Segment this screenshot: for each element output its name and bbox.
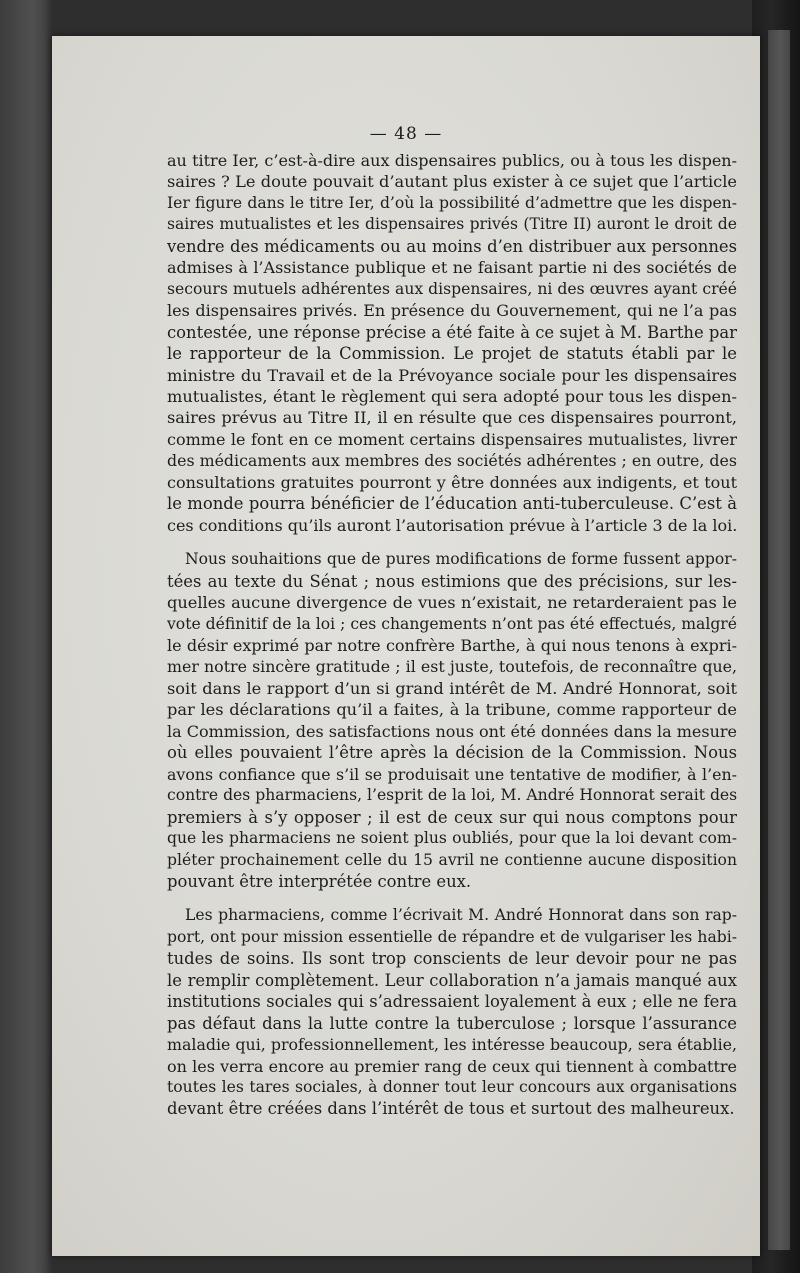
text-line: on les verra encore au premier rang de ceux qui tiennent à combattre bbox=[167, 1056, 737, 1076]
text-line: saires ? Le doute pouvait d’autant plus exister à ce sujet que l’article bbox=[167, 172, 737, 192]
text-line: où elles pouvaient l’être après la décision de la Commission. Nous bbox=[167, 743, 737, 763]
text-line: les dispensaires privés. En présence du Gouvernement, qui ne l’a pas bbox=[167, 301, 737, 321]
text-line: des médicaments aux membres des sociétés adhérentes ; en outre, des bbox=[167, 451, 737, 471]
text-line: Nous souhaitions que de pures modifications de forme fussent appor- bbox=[185, 550, 737, 569]
text-line: admises à l’Assistance publique et ne faisant partie ni des sociétés de bbox=[167, 258, 737, 278]
text-line: pas défaut dans la lutte contre la tuberculose ; lorsque l’assurance bbox=[167, 1013, 737, 1033]
next-page-edge bbox=[768, 30, 790, 1250]
text-line: maladie qui, professionnellement, les intéresse beaucoup, sera établie, bbox=[167, 1035, 737, 1055]
text-line: par les déclarations qu’il a faites, à la tribune, comme rapporteur de bbox=[167, 700, 737, 720]
text-line: quelles aucune divergence de vues n’existait, ne retarderaient pas le bbox=[167, 593, 737, 613]
text-line: tudes de soins. Ils sont trop conscients de leur devoir pour ne pas bbox=[167, 949, 737, 969]
document-page bbox=[52, 36, 760, 1256]
text-line: au titre Ier, c’est-à-dire aux dispensaires publics, ou à tous les dispen- bbox=[167, 151, 737, 170]
text-line: Ier figure dans le titre Ier, d’où la possibilité d’admettre que les dispen- bbox=[167, 193, 737, 212]
text-line: saires mutualistes et les dispensaires privés (Titre II) auront le droit de bbox=[167, 215, 737, 234]
text-line: pouvant être interprétée contre eux. bbox=[167, 871, 472, 891]
text-line: ces conditions qu’ils auront l’autorisation prévue à l’article 3 de la loi. bbox=[167, 515, 738, 535]
text-line: le monde pourra bénéficier de l’éducation anti-tuberculeuse. C’est à bbox=[167, 494, 737, 514]
text-line: saires prévus au Titre II, il en résulte que ces dispensaires pourront, bbox=[167, 408, 737, 428]
paragraph-1 bbox=[167, 150, 737, 536]
text-line: consultations gratuites pourront y être données aux indigents, et tout bbox=[167, 472, 737, 492]
text-line: mutualistes, étant le règlement qui sera adopté pour tous les dispen- bbox=[167, 386, 737, 406]
text-line: vote définitif de la loi ; ces changements n’ont pas été effectués, malgré bbox=[167, 614, 737, 633]
text-line: contestée, une réponse précise a été faite à ce sujet à M. Barthe par bbox=[167, 322, 737, 342]
text-line: la Commission, des satisfactions nous ont été données dans la mesure bbox=[167, 721, 738, 741]
text-line: le rapporteur de la Commission. Le projet de statuts établi par le bbox=[167, 344, 737, 364]
body-text bbox=[167, 150, 737, 1120]
text-line: premiers à s’y opposer ; il est de ceux sur qui nous comptons pour bbox=[167, 807, 737, 827]
text-line: mer notre sincère gratitude ; il est juste, toutefois, de reconnaître que, bbox=[167, 657, 737, 677]
text-line: Les pharmaciens, comme l’écrivait M. André Honnorat dans son rap- bbox=[185, 906, 737, 925]
paragraph-2 bbox=[167, 549, 737, 892]
text-line: vendre des médicaments ou au moins d’en distribuer aux personnes bbox=[167, 236, 737, 256]
text-line: le remplir complètement. Leur collaboration n’a jamais manqué aux bbox=[167, 970, 737, 990]
text-line: devant être créées dans l’intérêt de tous et surtout des malheureux. bbox=[167, 1099, 735, 1119]
text-line: port, ont pour mission essentielle de répandre et de vulgariser les habi- bbox=[167, 927, 737, 946]
paragraph-3 bbox=[167, 905, 737, 1120]
text-line: avons confiance que s’il se produisait une tentative de modifier, à l’en- bbox=[167, 764, 737, 784]
text-line: comme le font en ce moment certains dispensaires mutualistes, livrer bbox=[167, 429, 737, 449]
page-number: — 48 — bbox=[369, 124, 443, 144]
text-line: tées au texte du Sénat ; nous estimions que des précisions, sur les- bbox=[167, 571, 737, 591]
text-line: pléter prochainement celle du 15 avril ne contienne aucune disposition bbox=[167, 850, 737, 869]
text-line: contre des pharmaciens, l’esprit de la loi, M. André Honnorat serait des bbox=[167, 786, 738, 805]
text-line: toutes les tares sociales, à donner tout leur concours aux organisations bbox=[167, 1078, 737, 1097]
text-line: soit dans le rapport d’un si grand intérêt de M. André Honnorat, soit bbox=[167, 678, 737, 698]
text-line: que les pharmaciens ne soient plus oubliés, pour que la loi devant com- bbox=[167, 829, 737, 848]
text-line: institutions sociales qui s’adressaient loyalement à eux ; elle ne fera bbox=[167, 992, 737, 1012]
text-line: secours mutuels adhérentes aux dispensaires, ni des œuvres ayant créé bbox=[167, 279, 737, 298]
text-line: ministre du Travail et de la Prévoyance sociale pour les dispensaires bbox=[167, 365, 737, 385]
text-line: le désir exprimé par notre confrère Barthe, à qui nous tenons à expri- bbox=[167, 635, 737, 655]
